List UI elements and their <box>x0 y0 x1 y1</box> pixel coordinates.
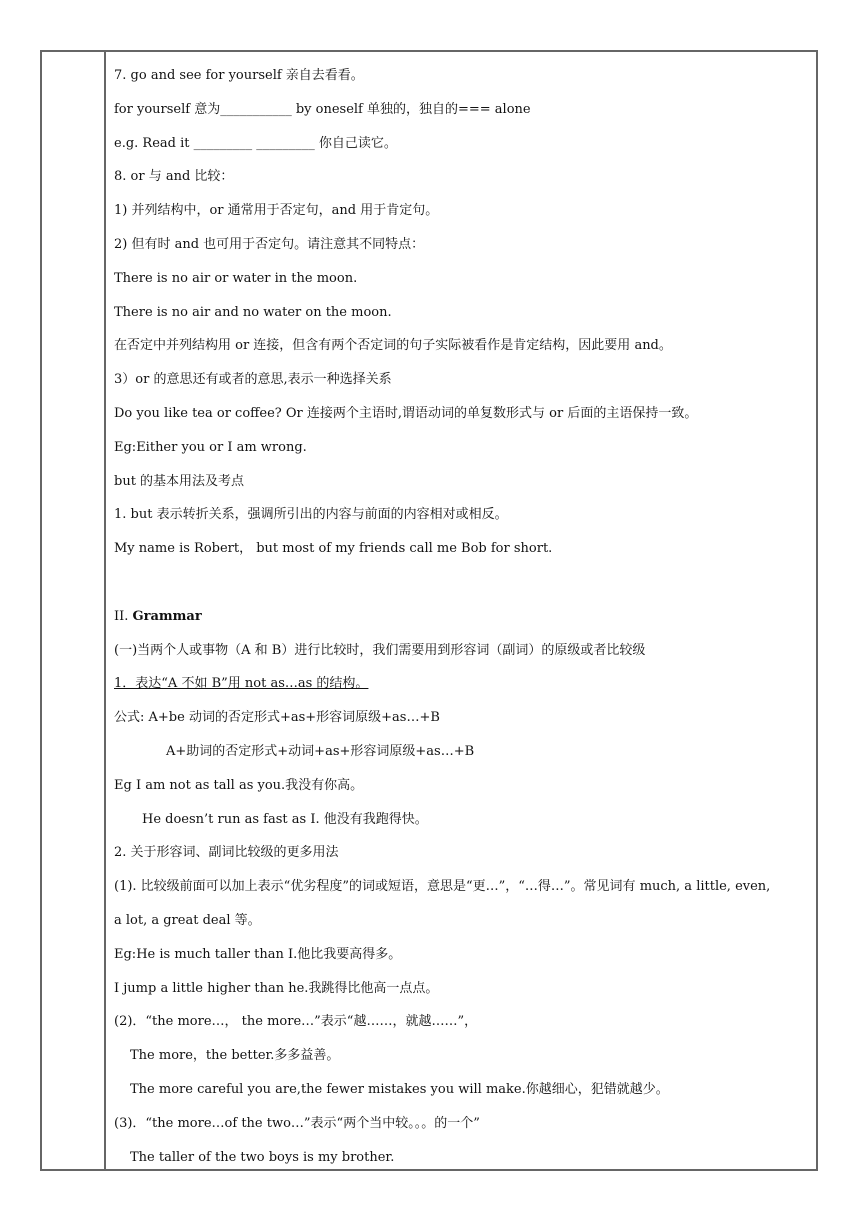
text-line: 2) 但有时 and 也可用于否定句。请注意其不同特点： <box>114 236 425 252</box>
blank-line <box>114 566 824 600</box>
text-line: Eg:Either you or I am wrong. <box>114 439 307 455</box>
column-divider <box>104 50 106 1171</box>
text-line: 8. or 与 and 比较： <box>114 169 234 185</box>
text-line: 1. but 表示转折关系，强调所引出的内容与前面的内容相对或相反。 <box>114 507 508 523</box>
example-line: The more careful you are,the fewer mistakes you will make.你越细心，犯错就越少。 <box>130 1081 669 1097</box>
section-prefix: II. <box>114 608 133 624</box>
section-heading <box>114 600 824 634</box>
text-line: 在否定中并列结构用 or 连接，但含有两个否定词的句子实际被看作是肯定结构，因此要用 and。 <box>114 338 672 354</box>
example-line: Eg:He is much taller than I.他比我要高得多。 <box>114 946 402 962</box>
text-line: 3）or 的意思还有或者的意思,表示一种选择关系 <box>114 372 392 388</box>
formula-line: A+助词的否定形式+动词+as+形容词原级+as…+B <box>166 743 475 759</box>
text-line: for yourself 意为___________ by oneself 单独的，独自的=== alone <box>114 101 531 117</box>
example-line: The taller of the two boys is my brother. <box>130 1149 395 1165</box>
example-line: Eg I am not as tall as you.我没有你高。 <box>114 777 364 793</box>
text-line: a lot, a great deal 等。 <box>114 912 261 928</box>
text-line: (2)．“the more…， the more…”表示“越……，就越……”， <box>114 1014 478 1030</box>
example-line: He doesn’t run as fast as I. 他没有我跑得快。 <box>142 811 428 827</box>
text-line: (3)．“the more…of the two…”表示“两个当中较。。。的一个” <box>114 1115 480 1131</box>
text-line: There is no air and no water on the moon. <box>114 304 392 320</box>
text-line: There is no air or water in the moon. <box>114 270 358 286</box>
text-line: Do you like tea or coffee? Or 连接两个主语时,谓语动词的单复数形式与 or 后面的主语保持一致。 <box>114 405 698 421</box>
text-line: e.g. Read it _________ _________ 你自己读它。 <box>114 135 397 151</box>
text-line: My name is Robert， but most of my friends call me Bob for short. <box>114 541 553 557</box>
formula-line: 公式: A+be 动词的否定形式+as+形容词原级+as…+B <box>114 710 440 726</box>
text-line: 7. go and see for yourself 亲自去看看。 <box>114 68 364 83</box>
subheading-underlined: 1．表达“A 不如 B”用 not as…as 的结构。 <box>114 676 369 692</box>
text-line: (一)当两个人或事物（A 和 B）进行比较时，我们需要用到形容词（副词）的原级或者比较级 <box>114 642 646 658</box>
document-body <box>114 59 824 1174</box>
example-line: I jump a little higher than he.我跳得比他高一点点。 <box>114 980 439 996</box>
text-line: 1) 并列结构中，or 通常用于否定句，and 用于肯定句。 <box>114 203 439 219</box>
text-line: 2. 关于形容词、副词比较级的更多用法 <box>114 845 339 861</box>
section-title: Grammar <box>132 608 202 624</box>
text-line: (1). 比较级前面可以加上表示“优劣程度”的词或短语，意思是“更…”，“…得…”。常见词有 much, a little, even, <box>114 879 771 895</box>
example-line: The more，the better.多多益善。 <box>130 1048 340 1064</box>
text-line: but 的基本用法及考点 <box>114 473 245 489</box>
